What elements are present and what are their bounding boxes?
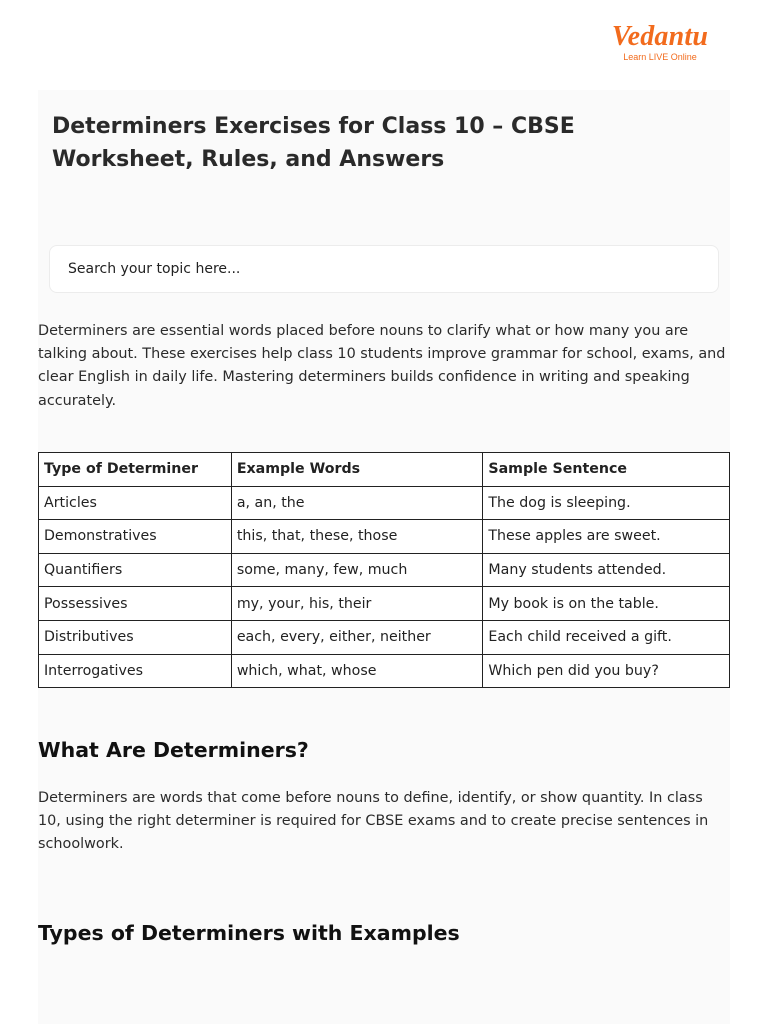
table-row [39, 620, 730, 654]
search-box[interactable] [49, 245, 719, 293]
table-cell: Distributives [39, 620, 232, 654]
table-cell: These apples are sweet. [483, 520, 730, 554]
table-cell: Each child received a gift. [483, 620, 730, 654]
table-cell: My book is on the table. [483, 587, 730, 621]
table-cell: each, every, either, neither [231, 620, 483, 654]
table-row [39, 587, 730, 621]
section-heading-types-of-determiners: Types of Determiners with Examples [38, 921, 460, 945]
intro-paragraph: Determiners are essential words placed before nouns to clarify what or how many you are talking about. These exercises help class 10 students improve grammar for school, exams, and clear English in daily life. Mastering determiners builds confidence in writing and speaking accurately. [38, 323, 726, 409]
table-cell: Demonstratives [39, 520, 232, 554]
logo-wordmark: Vedantu [611, 21, 709, 52]
section-paragraph: Determiners are words that come before nouns to define, identify, or show quantity. In class 10, using the right determiner is required for CBSE exams and to create precise sentences in schoolwork. [38, 790, 709, 853]
table-row [39, 520, 730, 554]
table-cell: Quantifiers [39, 553, 232, 587]
table-cell: Possessives [39, 587, 232, 621]
table-cell: Interrogatives [39, 654, 232, 688]
table-header-row [39, 453, 730, 487]
search-input[interactable] [66, 260, 718, 278]
table-cell: some, many, few, much [231, 553, 483, 587]
table-header-cell: Example Words [231, 453, 483, 487]
logo-tagline: Learn LIVE Online [623, 52, 697, 62]
table-cell: Articles [39, 486, 232, 520]
table-cell: Many students attended. [483, 553, 730, 587]
table-cell: this, that, these, those [231, 520, 483, 554]
table-cell: Which pen did you buy? [483, 654, 730, 688]
table-cell: The dog is sleeping. [483, 486, 730, 520]
title-section [52, 110, 720, 176]
table-row [39, 654, 730, 688]
table-row [39, 553, 730, 587]
table-cell: my, your, his, their [231, 587, 483, 621]
table-row [39, 486, 730, 520]
article-content [38, 90, 730, 1024]
vedantu-logo[interactable] [608, 22, 712, 63]
table-cell: which, what, whose [231, 654, 483, 688]
section-heading-what-are-determiners: What Are Determiners? [38, 738, 309, 762]
table-cell: a, an, the [231, 486, 483, 520]
page-title: Determiners Exercises for Class 10 – CBSE Worksheet, Rules, and Answers [52, 114, 575, 172]
table-header-cell: Type of Determiner [39, 453, 232, 487]
determiners-table [38, 452, 730, 688]
table-header-cell: Sample Sentence [483, 453, 730, 487]
